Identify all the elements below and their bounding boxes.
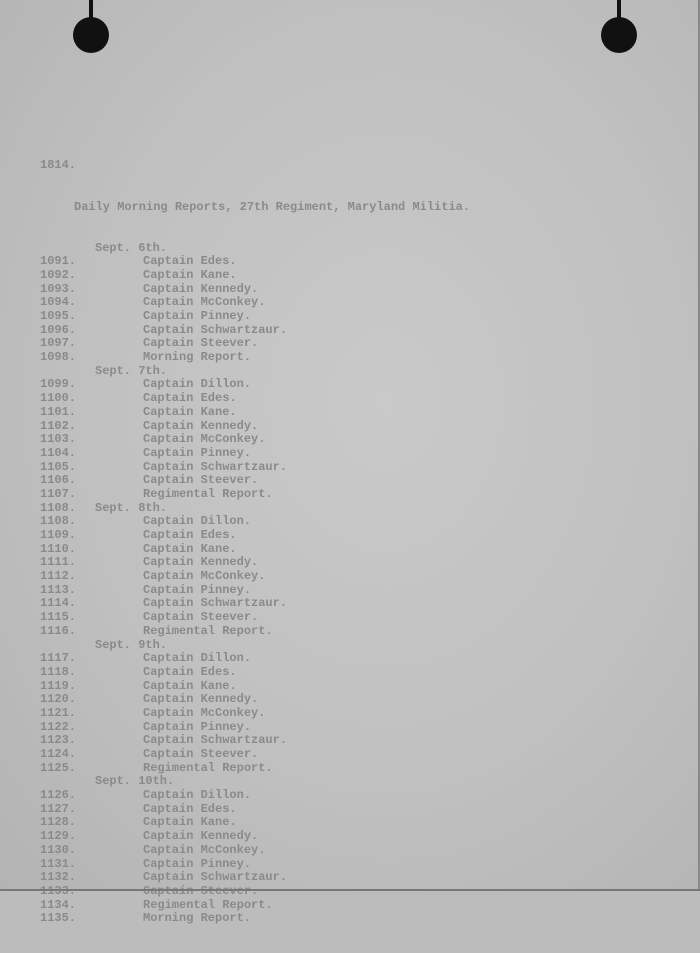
item-text: Captain Kane. [143, 678, 237, 693]
list-item [40, 461, 470, 475]
page-edge-bottom [0, 889, 700, 891]
item-number: 1100. [40, 391, 77, 406]
item-text: Captain Kane. [143, 404, 237, 419]
list-item [40, 789, 470, 803]
item-number: 1126. [40, 788, 77, 803]
item-number: 1131. [40, 856, 77, 871]
date-heading: Sept. 9th. [95, 637, 168, 652]
item-text: Captain Schwartzaur. [143, 459, 288, 474]
item-number: 1123. [40, 733, 77, 748]
list-item [40, 543, 470, 557]
item-text: Captain Pinney. [143, 445, 252, 460]
item-number: 1094. [40, 295, 77, 310]
item-number: 1122. [40, 719, 77, 734]
item-text: Captain Pinney. [143, 582, 252, 597]
date-line [40, 502, 470, 516]
item-text: Captain Pinney. [143, 309, 252, 324]
item-number: 1091. [40, 254, 77, 269]
item-text: Regimental Report. [143, 486, 273, 501]
list-item [40, 899, 470, 913]
item-number: 1127. [40, 801, 77, 816]
item-number: 1096. [40, 322, 77, 337]
item-number: 1103. [40, 432, 77, 447]
item-text: Captain McConkey. [143, 432, 266, 447]
punch-hole-left [73, 17, 109, 53]
item-number: 1121. [40, 705, 77, 720]
list-item [40, 488, 470, 502]
item-text: Captain Edes. [143, 528, 237, 543]
date-heading: Sept. 7th. [95, 363, 168, 378]
item-text: Captain Kennedy. [143, 692, 259, 707]
item-text: Captain Kane. [143, 267, 237, 282]
item-text: Captain Pinney. [143, 856, 252, 871]
list-item [40, 296, 470, 310]
item-text: Captain Dillon. [143, 788, 252, 803]
list-item [40, 283, 470, 297]
list-item [40, 816, 470, 830]
item-text: Captain McConkey. [143, 705, 266, 720]
item-number: 1128. [40, 815, 77, 830]
list-item [40, 707, 470, 721]
list-item [40, 597, 470, 611]
item-text: Captain McConkey. [143, 842, 266, 857]
list-item [40, 392, 470, 406]
item-number: 1119. [40, 678, 77, 693]
item-number: 1118. [40, 664, 77, 679]
list-item [40, 858, 470, 872]
item-number: 1105. [40, 459, 77, 474]
list-item [40, 351, 470, 365]
item-text: Morning Report. [143, 350, 252, 365]
list-item [40, 515, 470, 529]
list-item [40, 885, 470, 899]
list-item [40, 611, 470, 625]
item-number: 1093. [40, 281, 77, 296]
item-number: 1108. [40, 514, 77, 529]
item-number: 1092. [40, 267, 77, 282]
item-number: 1124. [40, 747, 77, 762]
list-item [40, 830, 470, 844]
list-item [40, 447, 470, 461]
item-text: Captain Dillon. [143, 651, 252, 666]
item-number: 1113. [40, 582, 77, 597]
list-item [40, 844, 470, 858]
list-item [40, 337, 470, 351]
list-item [40, 666, 470, 680]
item-text: Captain Steever. [143, 747, 259, 762]
item-number: 1111. [40, 555, 77, 570]
item-text: Captain Steever. [143, 610, 259, 625]
list-item [40, 269, 470, 283]
item-text: Captain Schwartzaur. [143, 870, 288, 885]
item-text: Captain Kennedy. [143, 555, 259, 570]
item-text: Captain Edes. [143, 801, 237, 816]
list-item [40, 556, 470, 570]
item-number: 1097. [40, 336, 77, 351]
item-number [40, 885, 143, 899]
list-item [40, 529, 470, 543]
item-text: Morning Report. [143, 911, 252, 926]
item-number: 1132. [40, 870, 77, 885]
date-line-number: 1108. [40, 500, 77, 515]
item-text: Captain Kennedy. [143, 829, 259, 844]
item-text: Captain Edes. [143, 391, 237, 406]
item-number: 1120. [40, 692, 77, 707]
list-item [40, 762, 470, 776]
item-text: Captain Schwartzaur. [143, 322, 288, 337]
date-line [40, 775, 470, 789]
item-number: 1116. [40, 623, 77, 638]
list-item [40, 324, 470, 338]
item-text: Captain Dillon. [143, 377, 252, 392]
item-number: 1129. [40, 829, 77, 844]
item-text: Captain McConkey. [143, 569, 266, 584]
item-number: 1095. [40, 309, 77, 324]
item-number: 1106. [40, 473, 77, 488]
document-title: Daily Morning Reports, 27th Regiment, Maryland Militia. [74, 199, 471, 214]
date-line [40, 639, 470, 653]
typed-document [40, 132, 470, 953]
item-number: 1134. [40, 897, 77, 912]
date-line [40, 242, 470, 256]
box-number: 1814. [40, 158, 77, 173]
list-item [40, 871, 470, 885]
date-line [40, 365, 470, 379]
item-text: Captain Steever. [143, 336, 259, 351]
list-item [40, 734, 470, 748]
list-item [40, 721, 470, 735]
list-item [40, 406, 470, 420]
list-item [40, 748, 470, 762]
punch-hole-right [601, 17, 637, 53]
item-number: 1112. [40, 569, 77, 584]
item-number: 1109. [40, 528, 77, 543]
item-number: 1130. [40, 842, 77, 857]
list-item [40, 433, 470, 447]
item-text: Regimental Report. [143, 623, 273, 638]
item-number: 1115. [40, 610, 77, 625]
item-text: Captain Dillon. [143, 514, 252, 529]
list-item [40, 680, 470, 694]
item-text: Captain McConkey. [143, 295, 266, 310]
item-number: 1114. [40, 596, 77, 611]
item-text: Captain Edes. [143, 664, 237, 679]
item-number: 1125. [40, 760, 77, 775]
list-item [40, 584, 470, 598]
item-text: Captain Kennedy. [143, 281, 259, 296]
list-item [40, 310, 470, 324]
item-text [143, 885, 258, 899]
date-heading: Sept. 10th. [95, 774, 175, 789]
document-title-line [40, 201, 470, 215]
date-heading: Sept. 6th. [95, 240, 168, 255]
item-text: Captain Kane. [143, 541, 237, 556]
item-number: 1102. [40, 418, 77, 433]
item-text: Captain Steever. [143, 473, 259, 488]
list-item [40, 912, 470, 926]
box-number-line [40, 159, 470, 173]
item-text: Regimental Report. [143, 897, 273, 912]
item-text: Captain Pinney. [143, 719, 252, 734]
list-item [40, 378, 470, 392]
date-heading: Sept. 8th. [95, 500, 168, 515]
item-number: 1098. [40, 350, 77, 365]
item-text: Captain Kennedy. [143, 418, 259, 433]
item-text: Captain Schwartzaur. [143, 596, 288, 611]
item-number: 1110. [40, 541, 77, 556]
item-text: Captain Edes. [143, 254, 237, 269]
item-text: Captain Kane. [143, 815, 237, 830]
item-text: Regimental Report. [143, 760, 273, 775]
report-groups [40, 242, 470, 926]
item-number: 1101. [40, 404, 77, 419]
list-item [40, 803, 470, 817]
item-number: 1117. [40, 651, 77, 666]
list-item [40, 625, 470, 639]
item-number: 1104. [40, 445, 77, 460]
item-text: Captain Schwartzaur. [143, 733, 288, 748]
list-item [40, 570, 470, 584]
list-item [40, 420, 470, 434]
list-item [40, 652, 470, 666]
list-item [40, 474, 470, 488]
item-number: 1107. [40, 486, 77, 501]
item-number: 1135. [40, 911, 77, 926]
item-number: 1099. [40, 377, 77, 392]
list-item [40, 255, 470, 269]
list-item [40, 693, 470, 707]
